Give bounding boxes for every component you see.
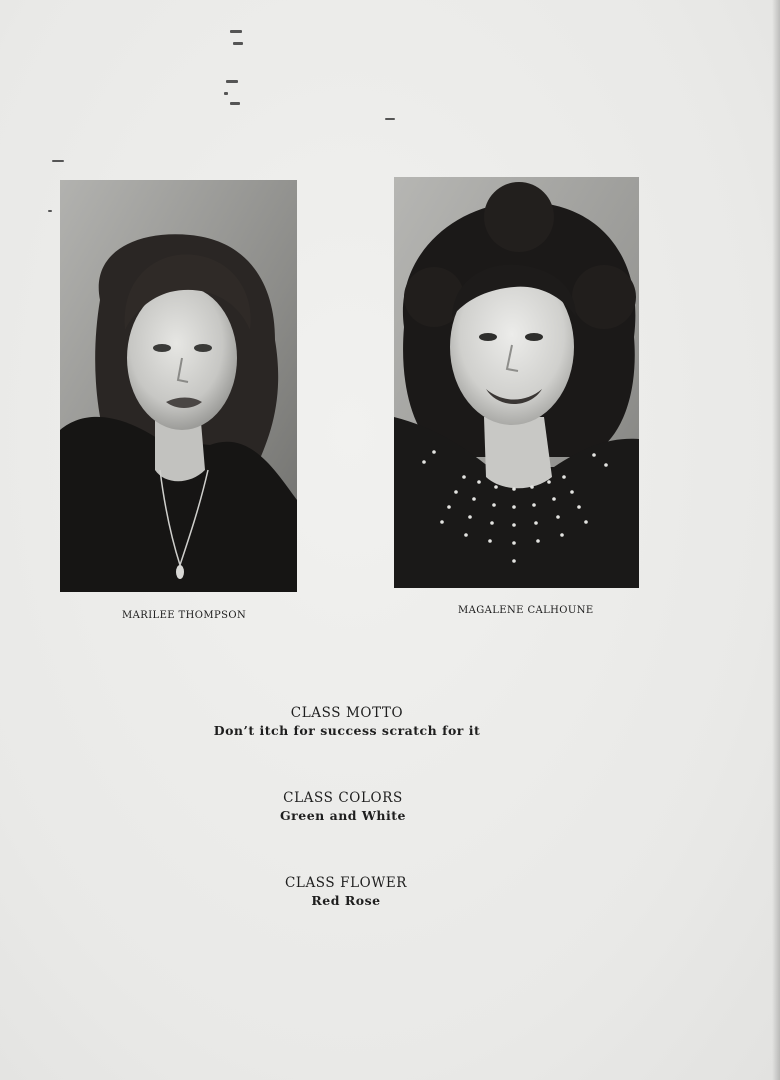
page-edge-shadow bbox=[772, 0, 780, 1080]
scan-speck bbox=[385, 118, 395, 120]
portrait-illustration bbox=[394, 177, 639, 588]
scan-speck bbox=[230, 102, 240, 105]
scan-speck bbox=[52, 160, 64, 162]
scan-speck bbox=[226, 80, 238, 83]
class-flower-value: Red Rose bbox=[311, 893, 381, 908]
portrait-photo-marilee-thompson bbox=[60, 180, 297, 592]
class-colors-heading: CLASS COLORS bbox=[283, 790, 403, 806]
portrait-caption-right: MAGALENE CALHOUNE bbox=[458, 605, 594, 616]
class-flower-heading: CLASS FLOWER bbox=[284, 875, 408, 891]
class-colors-value: Green and White bbox=[280, 808, 406, 823]
portrait-illustration bbox=[60, 180, 297, 592]
scan-speck bbox=[233, 42, 243, 45]
class-motto-heading: CLASS MOTTO bbox=[290, 705, 404, 721]
class-flower-section bbox=[146, 875, 546, 908]
class-motto-value: Don’t itch for success scratch for it bbox=[213, 723, 481, 738]
class-motto-section bbox=[147, 705, 547, 738]
scan-speck bbox=[48, 210, 52, 212]
portrait-caption-left: MARILEE THOMPSON bbox=[122, 610, 247, 621]
scan-speck bbox=[230, 30, 242, 33]
class-colors-section bbox=[143, 790, 543, 823]
scan-speck bbox=[224, 92, 228, 95]
portrait-photo-magalene-calhoune bbox=[394, 177, 639, 588]
